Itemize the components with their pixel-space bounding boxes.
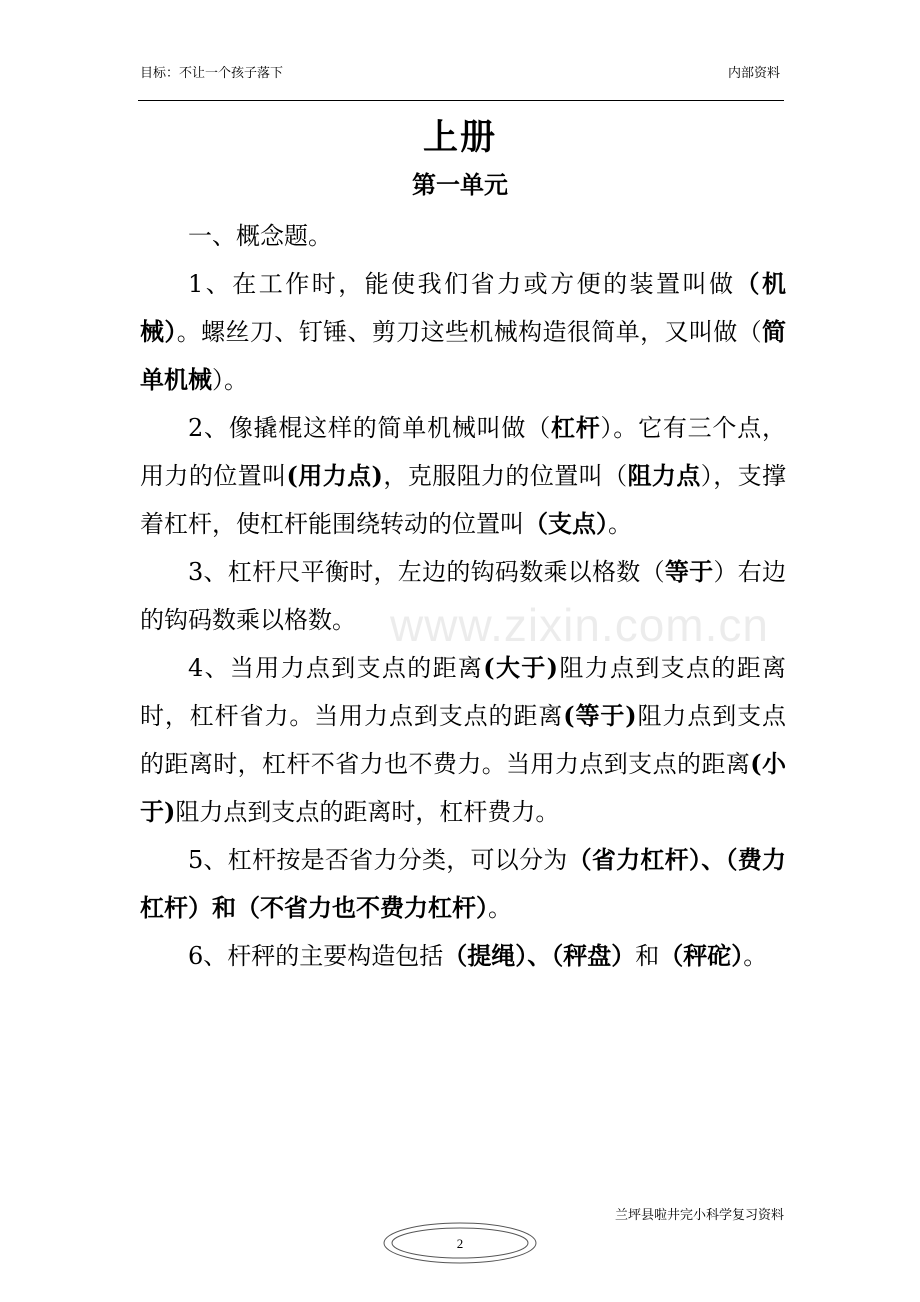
answer-1b: 简单机械 <box>140 317 787 394</box>
question-6: 6、杆秤的主要构造包括（提绳）、（秤盘）和（秤砣）。 <box>188 941 768 970</box>
question-4: 4、当用力点到支点的距离(大于)阻力点到支点的距离时，杠杆省力。当用力点到支点的距离(等于)阻力点到支点的距离时，杠杆不省力也不费力。当用力点到支点的距离(小于)阻力点到支点的距离时，杠杆费力。 <box>140 653 787 826</box>
header-divider <box>138 100 784 101</box>
page-title: 上册 <box>422 117 497 158</box>
footer-right-text: 兰坪县啦井完小科学复习资料 <box>614 1208 784 1223</box>
answer-6a: （提绳）、（秤盘） <box>443 941 636 970</box>
document-body <box>140 212 786 980</box>
answer-2d: （支点） <box>524 509 608 538</box>
answer-2b: (用力点) <box>286 461 383 490</box>
answer-2c: 阻力点 <box>627 461 701 490</box>
header-right-text: 内部资料 <box>727 66 780 81</box>
answer-1a: （机械） <box>140 269 786 346</box>
question-2: 2、像撬棍这样的简单机械叫做（杠杆）。它有三个点，用力的位置叫(用力点)，克服阻力的位置叫（阻力点），支撑着杠杆，使杠杆能围绕转动的位置叫（支点）。 <box>140 413 787 538</box>
watermark: www.zixin.com.cn <box>390 599 769 651</box>
answer-4a: (大于) <box>483 653 558 682</box>
header-left-text: 目标：不让一个孩子落下 <box>140 66 284 81</box>
question-5: 5、杠杆按是否省力分类，可以分为（省力杠杆）、（费力杠杆）和（不省力也不费力杠杆）。 <box>140 845 786 922</box>
answer-2a: 杠杆 <box>550 413 601 442</box>
question-1: 1、在工作时，能使我们省力或方便的装置叫做（机械）。螺丝刀、钉锤、剪刀这些机械构造很简单，又叫做（简单机械）。 <box>140 269 787 394</box>
answer-3a: 等于 <box>664 557 714 586</box>
unit-title: 第一单元 <box>412 170 508 199</box>
answer-6b: （秤砣） <box>659 941 744 970</box>
answer-4c: (小于) <box>140 749 786 826</box>
question-3: 3、杠杆尺平衡时，左边的钩码数乘以格数（等于）右边的钩码数乘以格数。 <box>140 557 786 634</box>
answer-4b: (等于) <box>563 701 637 730</box>
answer-5a: （省力杠杆）、（费力杠杆）和（不省力也不费力杠杆） <box>140 845 786 922</box>
page-number: 2 <box>456 1236 464 1251</box>
section-heading: 一、概念题。 <box>188 222 332 250</box>
